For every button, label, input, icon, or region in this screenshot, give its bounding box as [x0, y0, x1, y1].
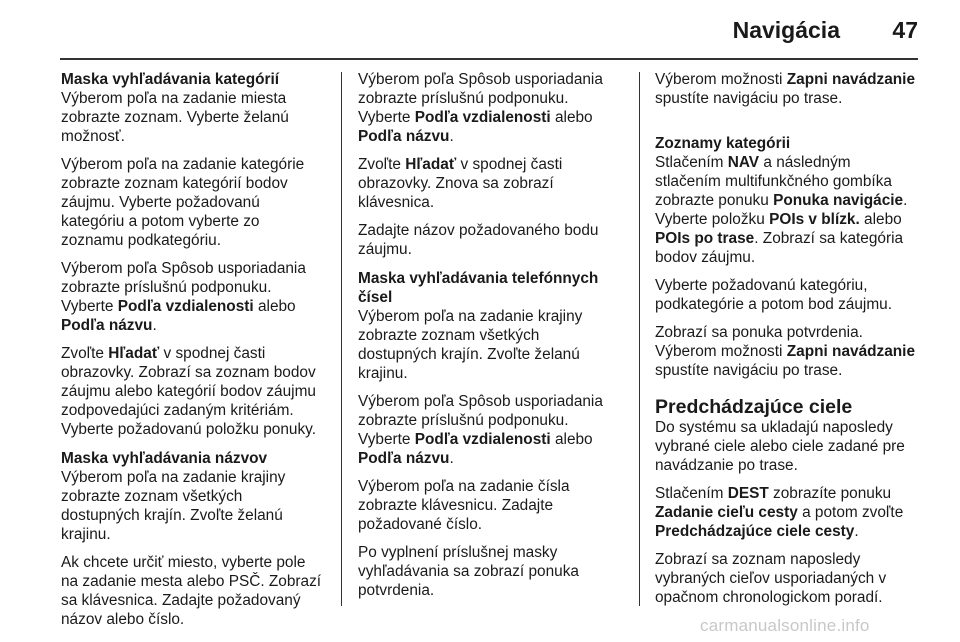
- page-header: [0, 0, 960, 58]
- column-divider: [639, 72, 640, 606]
- paragraph: Výberom poľa na zadanie krajiny zobrazte zoznam všetkých dostupných krajín. Zvoľte želanú krajinu.: [358, 308, 583, 382]
- column-3: [655, 70, 917, 616]
- paragraph: Výberom možnosti Zapni navádzanie spustíte navigáciu po trase.: [655, 71, 916, 107]
- paragraph: Výberom poľa Spôsob usporiadania zobrazte príslušnú podponuku. Vyberte Podľa vzdialenosti alebo Podľa názvu.: [358, 71, 603, 145]
- paragraph: Výberom poľa na zadanie čísla zobrazte klávesnicu. Zadajte požadované číslo.: [358, 478, 570, 533]
- header-rule: [60, 58, 918, 60]
- paragraph: Ak chcete určiť miesto, vyberte pole na zadanie mesta alebo PSČ. Zobrazí sa klávesnica. Zadajte požadovaný názov alebo číslo.: [61, 554, 322, 628]
- paragraph: Výberom poľa Spôsob usporiadania zobrazte príslušnú podponuku. Vyberte Podľa vzdialenosti alebo Podľa názvu.: [358, 393, 603, 467]
- column-divider: [341, 72, 342, 606]
- page-number: 47: [892, 17, 918, 43]
- section-title: Predchádzajúce ciele: [655, 396, 853, 418]
- paragraph: Stlačením DEST zobrazíte ponuku Zadanie cieľu cesty a potom zvoľte Predchádzajúce ciele cesty.: [655, 485, 904, 540]
- section-heading: Zoznamy kategórii: [655, 135, 791, 152]
- paragraph: Výberom poľa na zadanie krajiny zobrazte zoznam všetkých dostupných krajín. Zvoľte želanú krajinu.: [61, 469, 286, 543]
- paragraph: Zobrazí sa ponuka potvrdenia. Výberom možnosti Zapni navádzanie spustíte navigáciu po trase.: [655, 324, 916, 379]
- paragraph: Výberom poľa na zadanie miesta zobrazte zoznam. Vyberte želanú možnosť.: [61, 90, 289, 145]
- paragraph: Do systému sa ukladajú naposledy vybrané ciele alebo ciele zadané pre navádzanie po trase.: [655, 419, 905, 474]
- watermark: carmanualsonline.info: [700, 616, 870, 635]
- paragraph: Zvoľte Hľadať v spodnej časti obrazovky. Zobrazí sa zoznam bodov záujmu alebo kategórií bodov záujmu zodpovedajúci zadaným kritériám. Vyberte požadovanú položku ponuky.: [61, 345, 316, 438]
- paragraph: Zvoľte Hľadať v spodnej časti obrazovky. Znova sa zobrazí klávesnica.: [358, 156, 563, 211]
- paragraph: Výberom poľa na zadanie kategórie zobrazte zoznam kategórií bodov záujmu. Vyberte požadovanú kategóriu a potom vyberte zo zoznamu podkategóriu.: [61, 156, 305, 249]
- page-title: Navigácia: [732, 17, 840, 43]
- column-1: [61, 70, 323, 638]
- paragraph: Zobrazí sa zoznam naposledy vybraných cieľov usporiadaných v opačnom chronologickom poradí.: [655, 551, 887, 606]
- column-2: [358, 70, 620, 609]
- paragraph: Zadajte názov požadovaného bodu záujmu.: [358, 222, 599, 258]
- paragraph: Stlačením NAV a následným stlačením multifunkčného gombíka zobrazte ponuku Ponuka navigácie. Vyberte položku POIs v blízk. alebo POIs po trase. Zobrazí sa kategória bodov záujmu.: [655, 154, 908, 266]
- section-heading: Maska vyhľadávania telefónnych čísel: [358, 270, 599, 306]
- paragraph: Po vyplnení príslušnej masky vyhľadávania sa zobrazí ponuka potvrdenia.: [358, 544, 579, 599]
- section-heading: Maska vyhľadávania kategórií: [61, 71, 280, 88]
- paragraph: Výberom poľa Spôsob usporiadania zobrazte príslušnú podponuku. Vyberte Podľa vzdialenosti alebo Podľa názvu.: [61, 260, 306, 334]
- paragraph: Vyberte požadovanú kategóriu, podkategórie a potom bod záujmu.: [655, 277, 892, 313]
- section-heading: Maska vyhľadávania názvov: [61, 450, 268, 467]
